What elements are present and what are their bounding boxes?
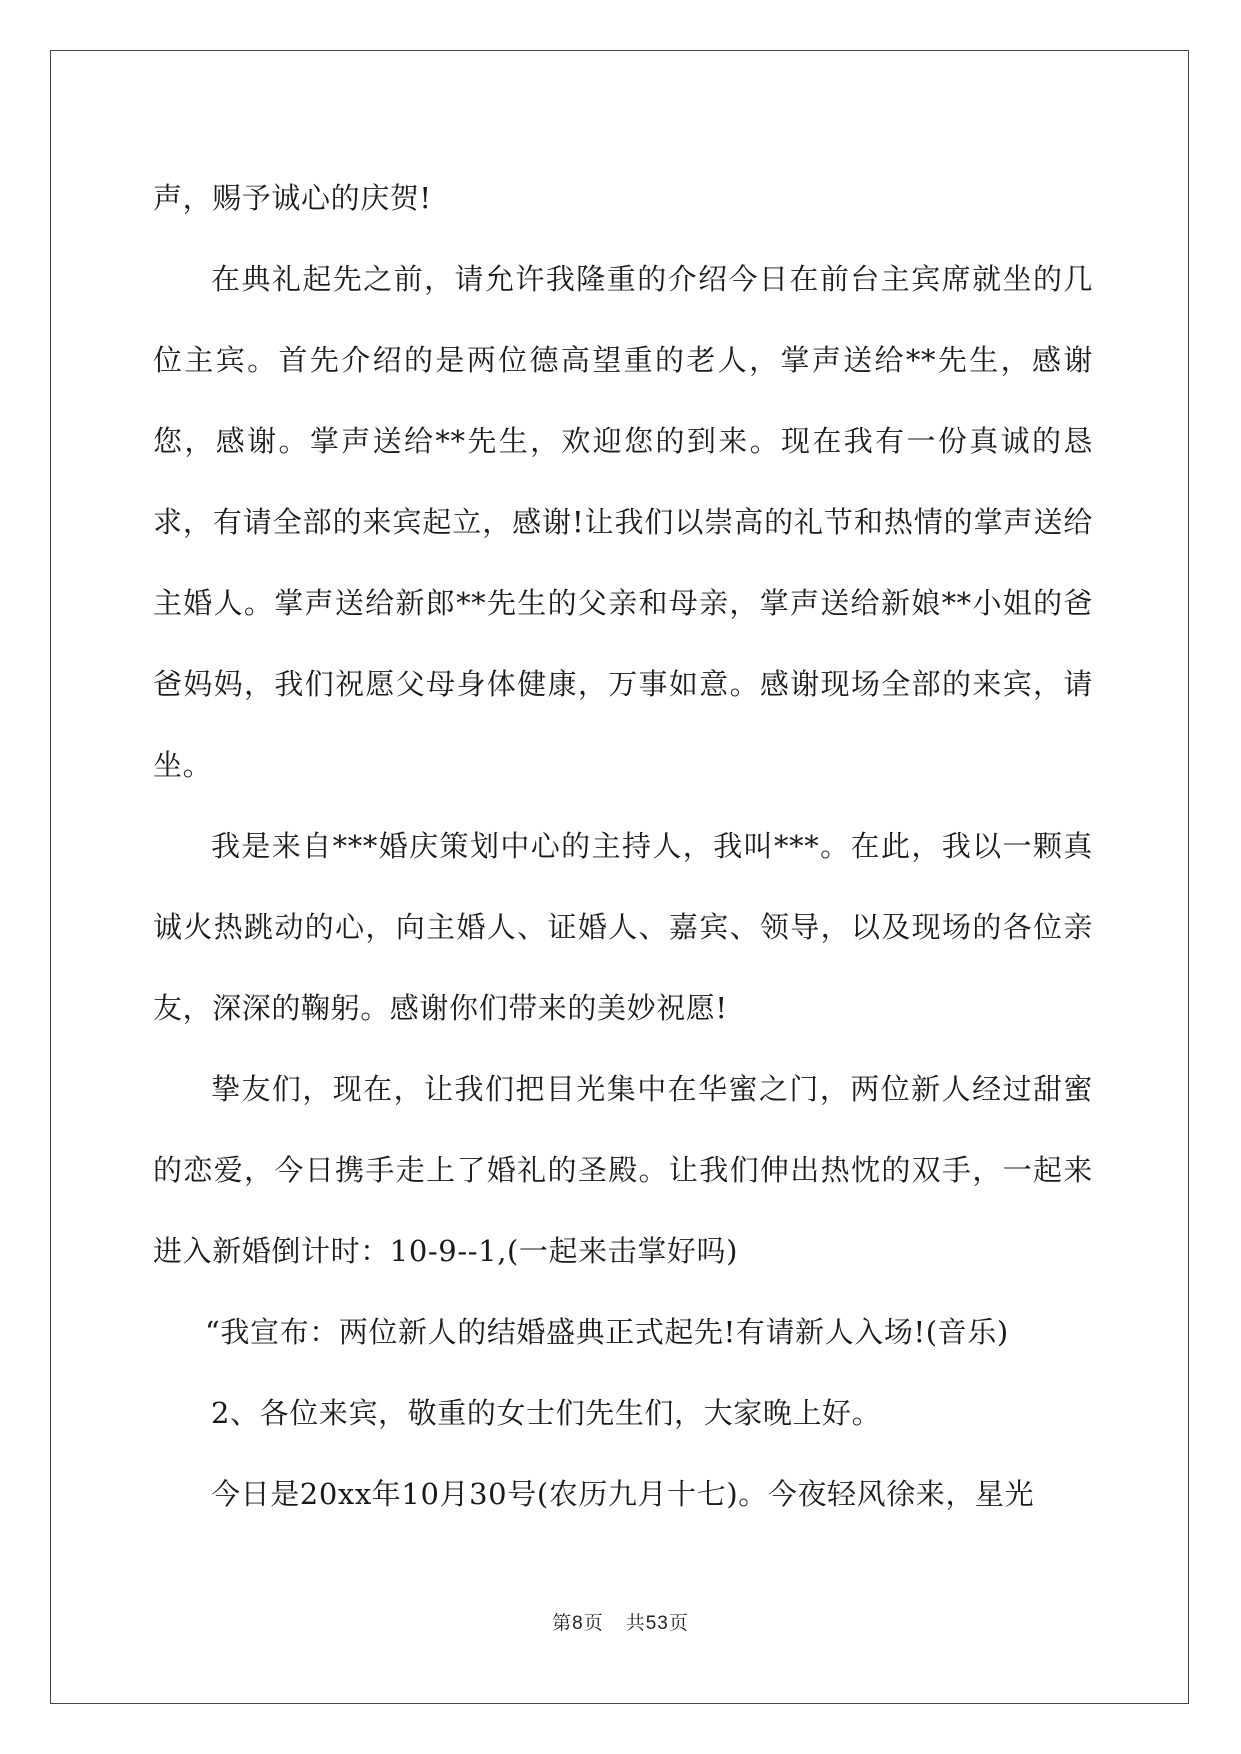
paragraph-date: 今日是20xx年10月30号(农历九月十七)。今夜轻风徐来，星光 (211, 1477, 1035, 1511)
total-prefix: 共 (625, 1612, 646, 1634)
paragraph-continuation: 声，赐予诚心的庆贺! (153, 181, 432, 215)
total-suffix: 页 (668, 1612, 689, 1634)
page-suffix: 页 (583, 1612, 604, 1634)
paragraph-announcement: “我宣布：两位新人的结婚盛典正式起先!有请新人入场!(音乐) (205, 1315, 1009, 1349)
paragraph-guest-introduction: 在典礼起先之前，请允许我隆重的介绍今日在前台主宾席就坐的几位主宾。首先介绍的是两位德高望重的老人，掌声送给**先生，感谢您，感谢。掌声送给**先生，欢迎您的到来。现在我有一份真诚的恳求，有请全部的来宾起立，感谢!让我们以崇高的礼节和热情的掌声送给主婚人。掌声送给新郎**先生的父亲和母亲，掌声送给新娘**小姐的爸爸妈妈，我们祝愿父母身体健康，万事如意。感谢现场全部的来宾，请坐。 (153, 262, 1093, 782)
page-number: 8 (572, 1613, 584, 1634)
paragraph-greeting: 2、各位来宾，敬重的女士们先生们，大家晚上好。 (211, 1396, 882, 1430)
total-pages: 53 (645, 1613, 669, 1634)
document-body (153, 158, 1093, 1535)
page-prefix: 第 (552, 1612, 573, 1634)
paragraph-countdown: 挚友们，现在，让我们把目光集中在华蜜之门，两位新人经过甜蜜的恋爱，今日携手走上了婚礼的圣殿。让我们伸出热忱的双手，一起来进入新婚倒计时：10-9--1,(一起来击掌好吗) (153, 1072, 1093, 1268)
paragraph-host-introduction: 我是来自***婚庆策划中心的主持人，我叫***。在此，我以一颗真诚火热跳动的心，向主婚人、证婚人、嘉宾、领导，以及现场的各位亲友，深深的鞠躬。感谢你们带来的美妙祝愿! (153, 829, 1093, 1025)
page-footer (0, 1608, 1241, 1635)
